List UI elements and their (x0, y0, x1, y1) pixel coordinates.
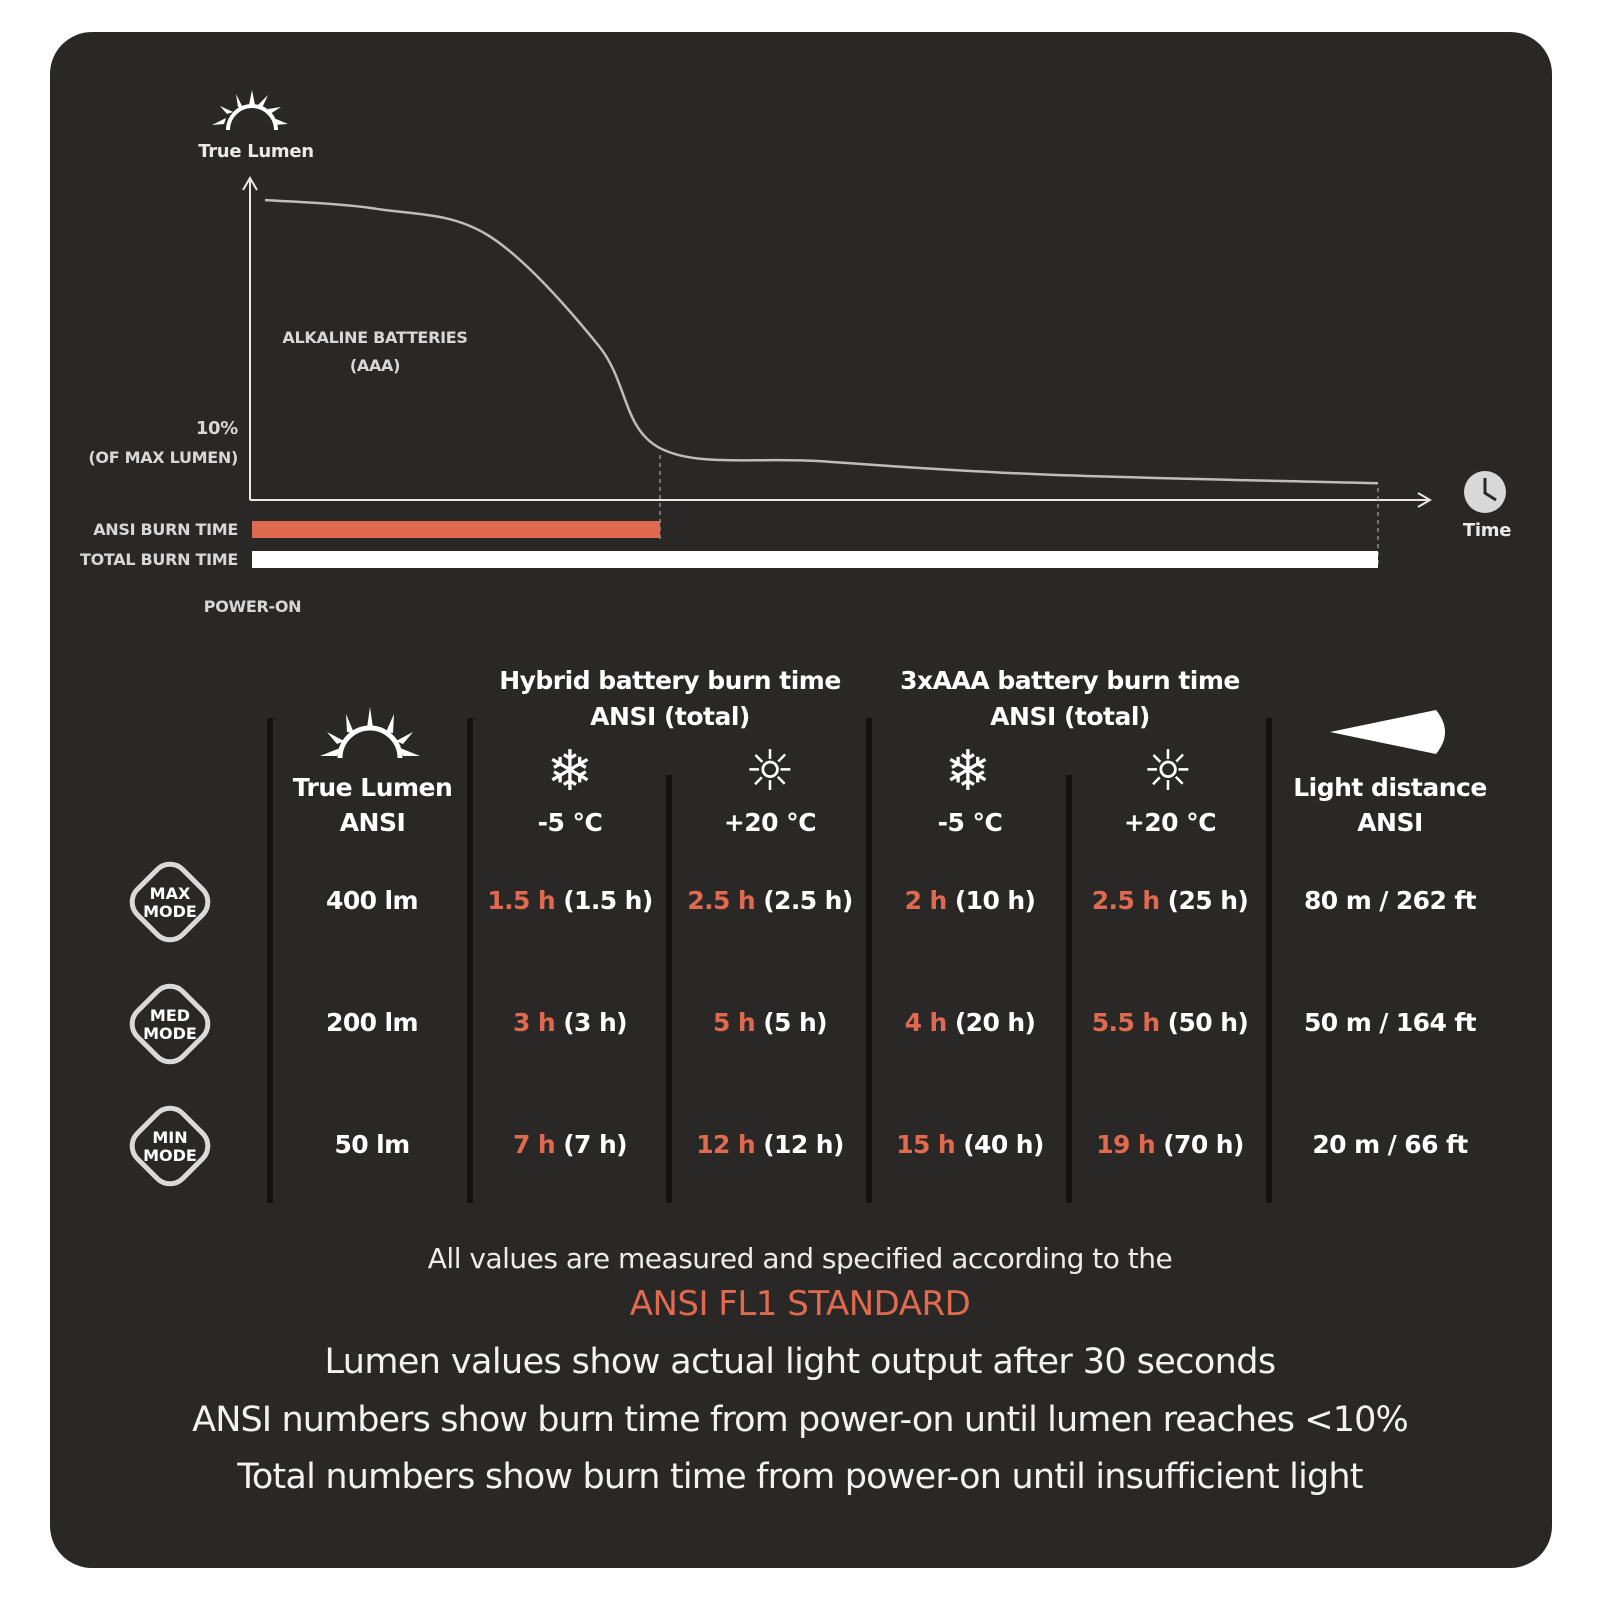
hybrid-cold-header: -5 °C (537, 808, 603, 837)
ten-percent-label: 10% (195, 418, 238, 439)
light-beam-icon (1328, 708, 1458, 762)
ansi-numbers-note: ANSI numbers show burn time from power-on until lumen reaches <10% (192, 1400, 1408, 1440)
med-lumen-value: 200 lm (326, 1008, 418, 1037)
max-mode-label: MAX MODE (143, 884, 197, 921)
max-hybrid-cold-time: 1.5 h (1.5 h) (487, 886, 653, 915)
column-divider (1066, 775, 1072, 1203)
max-lumen-value: 400 lm (326, 886, 418, 915)
ansi-burn-time-label: ANSI BURN TIME (93, 520, 238, 539)
total-burn-time-bar (252, 551, 1378, 568)
min-light-distance: 20 m / 66 ft (1312, 1130, 1468, 1159)
column-divider (267, 718, 273, 1203)
med-aaa-warm-time: 5.5 h (50 h) (1091, 1008, 1249, 1037)
med-light-distance: 50 m / 164 ft (1304, 1008, 1476, 1037)
aaa-cold-header: -5 °C (937, 808, 1003, 837)
series-label-line2: (AAA) (349, 356, 401, 375)
sun-icon: ☼ (1142, 739, 1194, 804)
power-on-label: POWER-ON (203, 597, 302, 616)
sun-rays-icon (320, 704, 420, 764)
sun-icon: ☼ (744, 739, 796, 804)
clock-icon (1464, 471, 1506, 513)
aaa-group-title: 3xAAA battery burn time (900, 666, 1240, 695)
med-aaa-cold-time: 4 h (20 h) (904, 1008, 1036, 1037)
min-hybrid-warm-time: 12 h (12 h) (696, 1130, 844, 1159)
measurement-note: All values are measured and specified according to the (427, 1242, 1173, 1275)
aaa-warm-header: +20 °C (1123, 808, 1217, 837)
column-divider (666, 775, 672, 1203)
ansi-burn-time-bar (252, 521, 660, 538)
max-light-distance: 80 m / 262 ft (1304, 886, 1476, 915)
snowflake-icon: ❄ (944, 739, 992, 804)
med-mode-label: MED MODE (143, 1006, 197, 1043)
burn-time-chart (0, 0, 1600, 640)
max-hybrid-warm-time: 2.5 h (2.5 h) (687, 886, 853, 915)
column-divider (1266, 718, 1272, 1203)
med-hybrid-warm-time: 5 h (5 h) (713, 1008, 827, 1037)
true-lumen-header-sub: ANSI (339, 808, 406, 837)
min-aaa-warm-time: 19 h (70 h) (1096, 1130, 1244, 1159)
snowflake-icon: ❄ (546, 739, 594, 804)
lumen-values-note: Lumen values show actual light output after 30 seconds (324, 1342, 1276, 1382)
column-divider (866, 718, 872, 1203)
min-aaa-cold-time: 15 h (40 h) (896, 1130, 1044, 1159)
true-lumen-sun-icon (212, 90, 288, 130)
column-divider (467, 718, 473, 1203)
light-distance-header-sub: ANSI (1357, 808, 1423, 837)
true-lumen-header: True Lumen (292, 773, 453, 802)
min-hybrid-cold-time: 7 h (7 h) (513, 1130, 627, 1159)
max-aaa-warm-time: 2.5 h (25 h) (1091, 886, 1249, 915)
total-burn-time-label: TOTAL BURN TIME (79, 550, 238, 569)
of-max-lumen-label: (OF MAX LUMEN) (88, 448, 238, 467)
hybrid-group-subtitle: ANSI (total) (590, 702, 750, 731)
total-numbers-note: Total numbers show burn time from power-on until insufficient light (237, 1457, 1363, 1497)
aaa-group-subtitle: ANSI (total) (990, 702, 1150, 731)
hybrid-warm-header: +20 °C (723, 808, 817, 837)
max-aaa-cold-time: 2 h (10 h) (904, 886, 1036, 915)
ansi-standard-label: ANSI FL1 STANDARD (629, 1284, 971, 1324)
med-hybrid-cold-time: 3 h (3 h) (513, 1008, 627, 1037)
min-mode-label: MIN MODE (143, 1128, 197, 1165)
hybrid-group-title: Hybrid battery burn time (499, 666, 841, 695)
y-axis-title: True Lumen (198, 141, 314, 162)
min-lumen-value: 50 lm (334, 1130, 410, 1159)
light-distance-header: Light distance (1293, 773, 1487, 802)
series-label-line1: ALKALINE BATTERIES (282, 328, 468, 347)
x-axis-title: Time (1462, 520, 1512, 541)
